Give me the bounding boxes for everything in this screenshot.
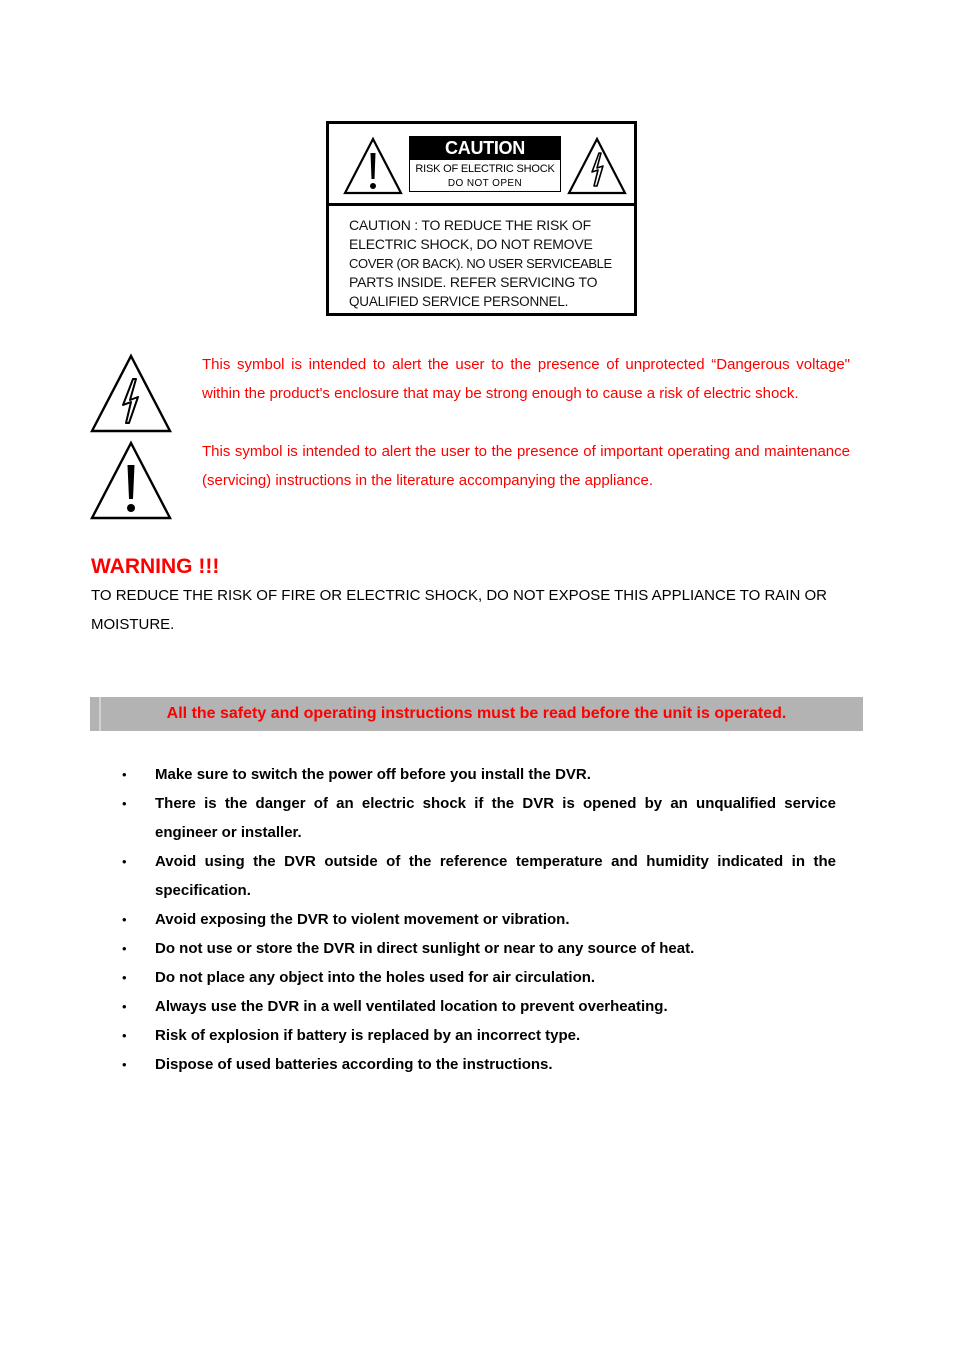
exclamation-triangle-icon [90, 440, 172, 520]
caution-label [326, 121, 637, 316]
list-item-text: Dispose of used batteries according to the instructions. [155, 1056, 553, 1073]
safety-banner-text: All the safety and operating instructions must be read before the unit is operated. [166, 705, 787, 722]
caution-subtitle-risk: RISK OF ELECTRIC SHOCK [415, 163, 555, 175]
list-item [0, 963, 836, 992]
bullet-icon: • [122, 1057, 127, 1072]
bullet-icon: • [122, 767, 127, 782]
caution-label-header [329, 124, 634, 206]
caution-body-line: PARTS INSIDE. REFER SERVICING TO [349, 274, 598, 290]
bullet-icon: • [122, 854, 127, 869]
list-item-text: Do not place any object into the holes used for air circulation. [155, 969, 596, 986]
caution-body-line: COVER (OR BACK). NO USER SERVICEABLE [349, 256, 612, 271]
list-item [0, 1050, 836, 1079]
list-item-text: Always use the DVR in a well ventilated location to prevent overheating. [155, 998, 668, 1015]
bullet-icon: • [122, 796, 127, 811]
list-item [0, 992, 836, 1021]
caution-title-panel [409, 136, 561, 192]
list-item [0, 905, 836, 934]
instructions-symbol-description: This symbol is intended to alert the user to the presence of important operating and maintenance (servicing) instructions in the literature accompanying the appliance. [202, 443, 850, 489]
exclamation-triangle-icon [342, 136, 404, 196]
caution-body-line: CAUTION : TO REDUCE THE RISK OF [349, 217, 591, 233]
warning-text: TO REDUCE THE RISK OF FIRE OR ELECTRIC SHOCK, DO NOT EXPOSE THIS APPLIANCE TO RAIN OR MOISTURE. [91, 587, 827, 633]
bullet-icon: • [122, 912, 127, 927]
bullet-icon: • [122, 941, 127, 956]
lightning-triangle-icon [566, 136, 628, 196]
warning-title: WARNING !!! [91, 555, 220, 578]
list-item-text: Risk of explosion if battery is replaced by an incorrect type. [155, 1027, 581, 1044]
caution-subtitle-do-not-open: DO NOT OPEN [447, 178, 523, 189]
list-item [0, 847, 836, 905]
caution-body-line: QUALIFIED SERVICE PERSONNEL. [349, 294, 569, 309]
bullet-icon: • [122, 1028, 127, 1043]
caution-title: CAUTION [410, 137, 560, 160]
caution-body [349, 216, 629, 311]
caution-body-line: ELECTRIC SHOCK, DO NOT REMOVE [349, 236, 593, 252]
list-item-text: Avoid using the DVR outside of the reference temperature and humidity indicated in the specification. [155, 853, 836, 899]
lightning-triangle-icon [90, 353, 172, 433]
list-item-text: Make sure to switch the power off before you install the DVR. [155, 766, 591, 783]
safety-banner [90, 697, 863, 731]
list-item-text: Do not use or store the DVR in direct sunlight or near to any source of heat. [155, 940, 695, 957]
list-item [0, 760, 836, 789]
bullet-icon: • [122, 999, 127, 1014]
safety-instructions-list [0, 760, 954, 1079]
list-item-text: Avoid exposing the DVR to violent movement or vibration. [155, 911, 570, 928]
list-item [0, 1021, 836, 1050]
voltage-symbol-description: This symbol is intended to alert the user to the presence of unprotected “Dangerous voltage" within the product's enclosure that may be strong enough to cause a risk of electric shock. [202, 356, 850, 402]
list-item-text: There is the danger of an electric shock if the DVR is opened by an unqualified service engineer or installer. [155, 795, 836, 841]
bullet-icon: • [122, 970, 127, 985]
list-item [0, 934, 836, 963]
list-item [0, 789, 836, 847]
